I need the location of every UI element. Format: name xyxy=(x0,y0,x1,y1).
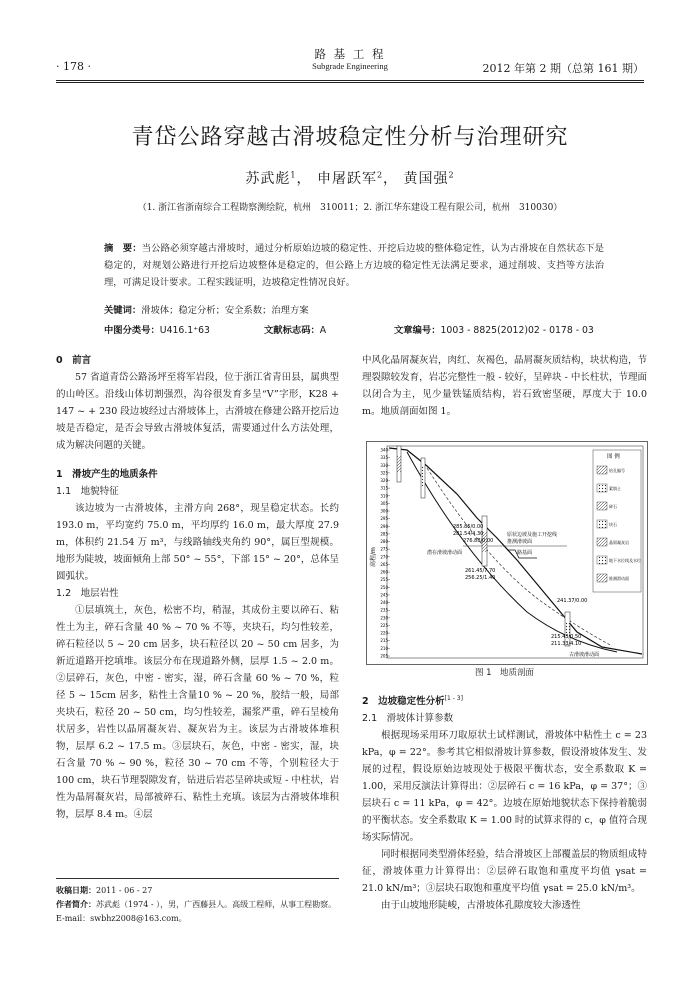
legend-label: 碎石 xyxy=(609,504,617,509)
y-tick-label: 250 xyxy=(380,584,388,590)
legend-swatch xyxy=(597,574,607,582)
callout-label: 路基面 xyxy=(517,550,533,556)
legend-label: 钻孔编号 xyxy=(609,468,625,473)
abstract-label: 摘 要： xyxy=(104,243,142,254)
elevation-label: 276.88/0.00 xyxy=(463,538,494,544)
axis-label: 高程/m xyxy=(370,547,377,567)
figure-legend xyxy=(593,450,641,592)
legend-label: 地下水位线及水位 xyxy=(609,558,641,563)
y-tick-label: 205 xyxy=(380,653,388,659)
y-tick-label: 240 xyxy=(380,600,388,606)
subsection-heading: 2.1 滑坡体计算参数 xyxy=(362,713,454,725)
author-affil-mark: 1 xyxy=(290,170,297,180)
author-bio-text: 苏武彪（1974 - ），男，广西藤县人。高级工程师，从事工程勘察。E-mail：swbhz2008@163.com。 xyxy=(56,900,337,923)
author-affil-mark: 2 xyxy=(376,170,384,180)
received-label: 收稿日期： xyxy=(56,886,96,895)
elevation-label: 285.85/0.00 xyxy=(453,524,484,530)
y-tick-label: 300 xyxy=(380,508,388,514)
y-axis-ticks xyxy=(380,448,390,659)
running-header xyxy=(56,44,644,81)
legend-title: 图 例 xyxy=(607,454,620,460)
legend-label: 素填土 xyxy=(609,486,621,491)
y-tick-label: 270 xyxy=(380,554,388,560)
elevation-label: 211.33/4.10 xyxy=(551,641,582,647)
author-list: 苏武彪$^1$， 申屠跃军$^2$， 黄国强$^2$ xyxy=(245,170,455,187)
legend-swatch xyxy=(597,556,607,564)
y-tick-label: 285 xyxy=(380,531,388,537)
header-rule xyxy=(56,82,644,83)
paragraph: ①层填筑土，灰色，松密不均，稍湿，其成份主要以碎石、粘性土为主，碎石含量 40 % ~ 70 % 不等，夹块石，均匀性较差，碎石粒径以 5 ~ 20 cm 居多，块石粒径以 20 ~ 50 cm 居多，为新近道路开挖填堆。该层分布在现道路外侧，层厚 1.5 ~ 2.0 m。②层碎石，灰色，中密 - 密实，湿，碎石含量 60 % ~ 70 %，粒径 5 ~ 15cm 居多，粘性土含量10 % ~ 20 %，胶结一般，局部夹块石，粒径 20 ~ 50 cm，均匀性较差，漏浆严重，碎石呈棱角状居多，岩性以晶屑凝灰岩、凝灰岩为主。该层为古滑坡体堆积物，层厚 6.2 ~ 17.5 m。③层块石，灰色，中密 - 密实，湿，块石含量 70 % ~ 90 %，粒径 30 ~ 70 cm 不等，个别粒径大于 100 cm，块石节理裂隙发育，钻进后岩芯呈碎块或短 - 中柱状，岩性为晶屑凝灰岩，局部被碎石、粘性土充填。该层为古滑坡体堆积物，层厚 8.4 m。④层 xyxy=(56,605,339,820)
elevation-label: 215.43/0.50 xyxy=(551,634,582,640)
paragraph: 中风化晶屑凝灰岩，肉红、灰褐色，晶屑凝灰质结构，块状构造，节理裂隙较发育，岩芯完整性一般 - 较好，呈碎块 - 中长柱状，节理面以闭合为主，见少量铁锰质结构，岩石致密坚硬，厚度大于 10.0 m。地质剖面如图 1。 xyxy=(362,355,648,417)
subsection-heading: 1.1 地貌特征 xyxy=(56,486,119,497)
y-tick-label: 275 xyxy=(380,546,388,552)
y-tick-label: 290 xyxy=(380,523,388,529)
borehole xyxy=(421,458,425,498)
figure-caption: 图 1 地质剖面 xyxy=(474,668,535,678)
right-column xyxy=(362,690,647,914)
page-number: · 178 · xyxy=(56,60,91,73)
legend-swatch xyxy=(597,538,607,546)
y-tick-label: 210 xyxy=(380,645,388,651)
subsection-heading: 1.2 地层岩性 xyxy=(56,588,119,599)
author-bio-label: 作者简介： xyxy=(56,900,96,909)
received-value: 2011 - 06 - 27 xyxy=(96,886,153,895)
footnote-rule xyxy=(56,878,339,879)
doc-value: A xyxy=(319,325,327,336)
borehole xyxy=(397,446,401,482)
legend-swatch xyxy=(597,466,607,474)
section-diagram xyxy=(367,442,647,664)
author-name: 黄国强 xyxy=(403,171,449,187)
clc-label: 中图分类号： xyxy=(104,325,160,336)
legend-label: 块石 xyxy=(609,522,617,527)
callout-label: 潜在滑坡滑动面 xyxy=(427,550,463,556)
y-tick-label: 305 xyxy=(380,500,388,506)
clc-number xyxy=(104,322,210,336)
paragraph: 同时根据同类型滑体经验，结合滑坡区上部覆盖层的物质组成特征，滑坡体重力计算得出：②层碎石取饱和重度平均值 γsat = 21.0 kN/m³；③层块石取饱和重度平均值 γsat = 25.0 kN/m³。 xyxy=(362,849,648,895)
y-tick-label: 255 xyxy=(380,577,388,583)
potential-sliding-line xyxy=(427,468,612,646)
callout-label: 原状边坡及施工开挖线 xyxy=(507,532,558,538)
y-tick-label: 225 xyxy=(380,622,388,628)
heading-text: 2 边坡稳定性分析 xyxy=(362,696,445,708)
art-value: 1003 - 8825(2012)02 - 0178 - 03 xyxy=(440,325,594,336)
footnote xyxy=(56,884,339,926)
y-tick-label: 230 xyxy=(380,615,388,621)
y-tick-label: 215 xyxy=(380,638,388,644)
author-affil-mark: 2 xyxy=(448,170,455,180)
section-heading: 0 前言 xyxy=(56,355,92,366)
y-tick-label: 265 xyxy=(380,561,388,567)
geological-section-figure xyxy=(366,441,648,665)
y-tick-label: 325 xyxy=(380,470,388,476)
y-tick-label: 245 xyxy=(380,592,388,598)
callout-label: 推测滑坡面 xyxy=(507,539,533,545)
paper-title: 青岱公路穿越古滑坡稳定性分析与治理研究 xyxy=(131,125,569,150)
article-number xyxy=(394,322,594,336)
received-date xyxy=(56,884,339,898)
author-bio xyxy=(56,898,339,926)
paragraph: 57 省道青岱公路汤坪至将军岩段，位于浙江省青田县，属典型的山岭区。沿线山体切割强烈，沟谷很发育多呈“V”字形，K28 + 147 ~ + 230 段边坡经过古滑坡体上，古滑坡在修建公路开挖后边坡是否稳定，是否会导致古滑坡体复活，需要通过什么方法处理，成为解决问题的关键。 xyxy=(56,372,339,451)
elevation-label: 241.37/0.00 xyxy=(557,598,588,604)
section-heading: 1 滑坡产生的地质条件 xyxy=(56,469,158,480)
paragraph: 该边坡为一古滑坡体，主滑方向 268°，现呈稳定状态。长约 193.0 m，平均宽约 75.0 m，平均厚约 16.0 m，最大厚度 27.9 m，体积约 21.54 万 m³，与线路轴线夹角约 90°，属巨型规模。地形为陡坡，坡面倾角上部 50° ~ 55°，下部 15° ~ 20°，总体呈圆弧状。 xyxy=(56,503,339,582)
author-name: 苏武彪 xyxy=(245,171,291,187)
elevation-label: 256.25/1.40 xyxy=(465,575,496,581)
elevation-label: 261.45/7.70 xyxy=(465,568,496,574)
elevation-label: 281.54/4.30 xyxy=(453,531,484,537)
keywords-text: 滑坡体；稳定分析；安全系数；治理方案 xyxy=(141,305,309,316)
art-label: 文章编号： xyxy=(394,325,441,336)
left-column xyxy=(56,352,339,823)
right-column-top xyxy=(362,352,647,420)
y-tick-label: 295 xyxy=(380,516,388,522)
keywords xyxy=(104,302,604,316)
y-tick-label: 280 xyxy=(380,539,388,545)
doc-code xyxy=(264,322,326,336)
legend-label: 推测滑动面 xyxy=(609,576,629,581)
abstract xyxy=(104,240,604,291)
keywords-label: 关键词： xyxy=(104,305,142,316)
citation-ref: [1 - 3] xyxy=(444,695,463,702)
y-tick-label: 220 xyxy=(380,630,388,636)
author-name: 申屠跃军 xyxy=(316,171,377,187)
doc-label: 文献标志码： xyxy=(264,325,320,336)
paragraph: 由于山坡地形陡峻，古滑坡体孔隙度较大渗透性 xyxy=(381,900,581,912)
y-tick-label: 330 xyxy=(380,462,388,468)
y-tick-label: 315 xyxy=(380,485,388,491)
y-tick-label: 335 xyxy=(380,455,388,461)
spacer xyxy=(56,454,339,466)
y-tick-label: 340 xyxy=(380,447,388,453)
clc-value: U416.1⁺63 xyxy=(159,325,210,336)
abstract-text: 当公路必须穿越古滑坡时，通过分析原始边坡的稳定性、开挖后边坡的整体稳定性，认为古滑坡在自然状态下是稳定的，对规划公路进行开挖后边坡整体是稳定的，但公路上方边坡的稳定性无法满足要求，通过削坡、支挡等方法治理，可满足设计要求。工程实践证明，边坡稳定性情况良好。 xyxy=(104,243,604,288)
legend-swatch xyxy=(597,520,607,528)
y-tick-label: 260 xyxy=(380,569,388,575)
journal-title-en: Subgrade Engineering xyxy=(312,61,388,71)
legend-swatch xyxy=(597,502,607,510)
journal-title: 路 基 工 程 xyxy=(314,47,386,61)
callout-label: 古滑坡滑动面 xyxy=(569,652,600,658)
section-heading xyxy=(362,690,647,710)
legend-swatch xyxy=(597,484,607,492)
paragraph: 根据现场采用环刀取原状土试样测试，滑坡体中粘性土 c = 23 kPa，φ = 22°。参考其它相似滑坡计算参数，假设滑坡体发生、发展的过程，假设原始边坡现处于极限平衡状态，安全系数取 K = 1.00，采用反演法计算得出：②层碎石 c = 16 kPa，φ = 37°；③层块石 c = 11 kPa，φ = 42°。边坡在原始地貌状态下保持着脆弱的平衡状态。安全系数取 K = 1.00 时的试算求得的 c，φ 值符合现场实际情况。 xyxy=(362,730,647,844)
affiliation: （1. 浙江省浙南综合工程勘察测绘院，杭州 310011；2. 浙江华东建设工程有限公司，杭州 310030） xyxy=(137,203,563,213)
issue-info: 2012 年第 2 期（总第 161 期） xyxy=(482,62,644,75)
y-tick-label: 310 xyxy=(380,493,388,499)
y-tick-label: 235 xyxy=(380,607,388,613)
y-tick-label: 320 xyxy=(380,478,388,484)
legend-label: 晶屑凝灰岩 xyxy=(609,540,629,545)
